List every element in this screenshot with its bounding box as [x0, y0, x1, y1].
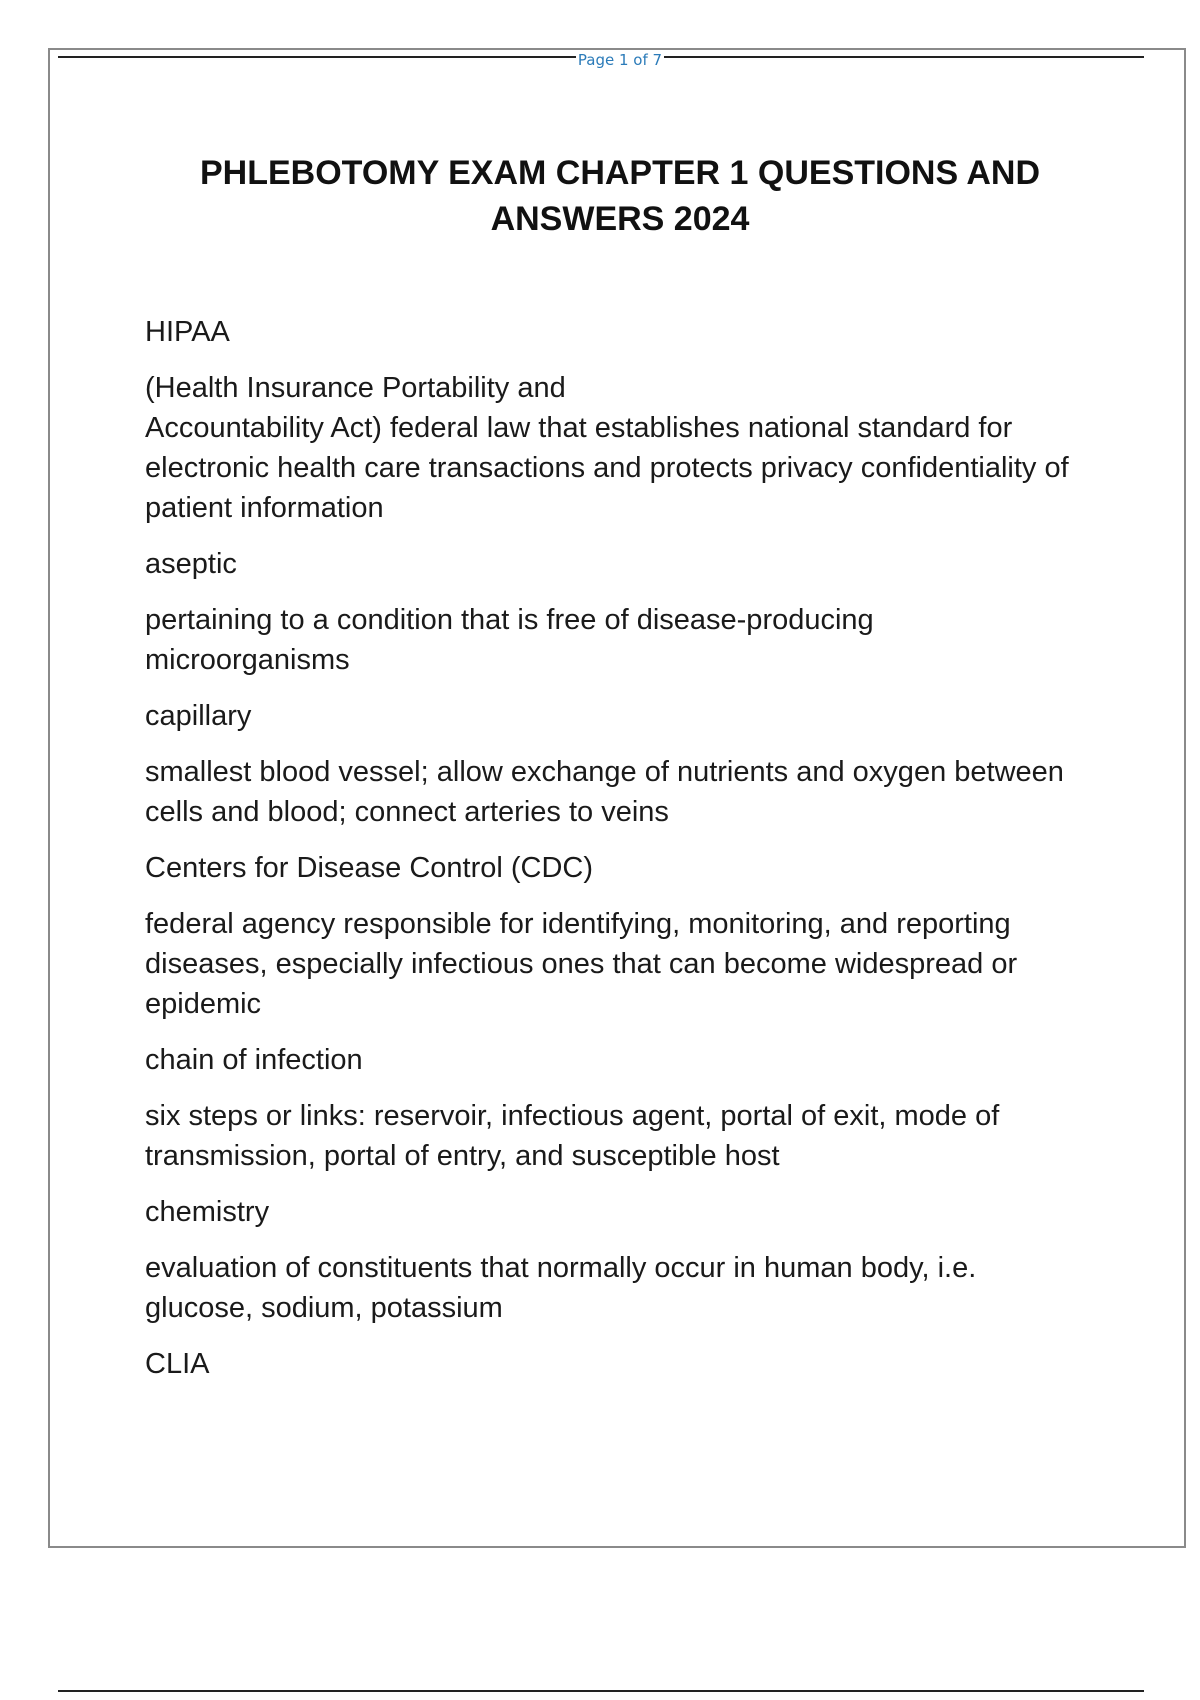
flashcard-list [145, 312, 1085, 1400]
definition-hipaa-line-2: Accountability Act) federal law that establishes national standard for electronic health care transactions and protects privacy confidentiality of patient information [145, 412, 1069, 524]
term-hipaa: HIPAA [145, 316, 230, 348]
term-chain-of-infection: chain of infection [145, 1044, 363, 1076]
definition-hipaa-line-1: (Health Insurance Portability and [145, 372, 566, 404]
definition-cdc: federal agency responsible for identifying, monitoring, and reporting diseases, especially infectious ones that can become widespread or epidemic [145, 908, 1018, 1020]
next-page-header-rule [58, 1690, 1144, 1692]
page-number [0, 52, 1200, 68]
definition-chemistry: evaluation of constituents that normally occur in human body, i.e. glucose, sodium, potassium [145, 1252, 977, 1324]
term-cdc: Centers for Disease Control (CDC) [145, 852, 594, 884]
term-clia: CLIA [145, 1348, 210, 1380]
page-number-label: Page 1 of 7 [577, 51, 663, 69]
term-capillary: capillary [145, 700, 252, 732]
definition-chain-of-infection: six steps or links: reservoir, infectious agent, portal of exit, mode of transmission, portal of entry, and susceptible host [145, 1100, 1000, 1172]
document-title: PHLEBOTOMY EXAM CHAPTER 1 QUESTIONS AND ANSWERS 2024 [199, 154, 1041, 238]
definition-aseptic: pertaining to a condition that is free of disease-producing microorganisms [145, 604, 874, 676]
term-aseptic: aseptic [145, 548, 237, 580]
definition-hipaa [145, 368, 1085, 528]
definition-capillary: smallest blood vessel; allow exchange of nutrients and oxygen between cells and blood; connect arteries to veins [145, 756, 1064, 828]
term-chemistry: chemistry [145, 1196, 270, 1228]
